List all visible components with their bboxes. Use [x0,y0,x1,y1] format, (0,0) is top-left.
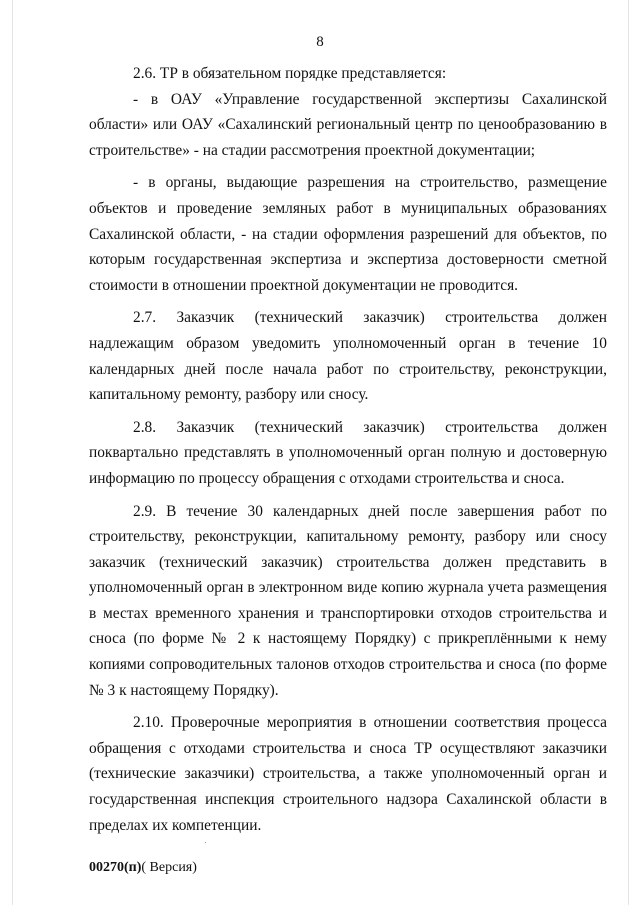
document-version: ( Версия) [141,860,197,875]
paragraph-2-6: 2.6. ТР в обязательном порядке представляется: [133,65,447,82]
page-number: 8 [316,34,324,50]
document-code: 00270(п) [89,860,142,875]
paragraph-2-10: 2.10. Проверочные мероприятия в отношении соответствия процесса обращения с отходами строительства и сноса ТР осуществляют заказчики (технические заказчики) строительства, а также уполномоченный орган и государственная инспекция строительного надзора Сахалинской области в пределах их компетенции. [89,714,607,834]
scan-edge-left [12,0,13,905]
document-body [89,61,607,838]
paragraph-2-6-item-1: - в ОАУ «Управление государственной экспертизы Сахалинской области» или ОАУ «Сахалинский региональный центр по ценообразованию в строительстве» - на стадии рассмотрения проектной документации; [89,90,607,159]
paragraph-2-8: 2.8. Заказчик (технический заказчик) строительства должен поквартально представлять в уполномоченный орган полную и достоверную информацию по процессу обращения с отходами строительства и сноса. [89,418,607,487]
document-footer [89,860,197,876]
scan-edge-right [628,0,629,905]
scan-speck [205,842,206,843]
paragraph-2-7: 2.7. Заказчик (технический заказчик) строительства должен надлежащим образом уведомить уполномоченный орган в течение 10 календарных дней после начала работ по строительству, реконструкции, капитальному ремонту, разбору или сносу. [89,309,607,404]
paragraph-2-9: 2.9. В течение 30 календарных дней после завершения работ по строительству, реконструкции, капитальному ремонту, разбору или сносу заказчик (технический заказчик) строительства должен представить в уполномоченный орган в электронном виде копию журнала учета размещения в местах временного хранения и транспортировки отходов строительства и сноса (по форме № 2 к настоящему Порядку) с прикреплёнными к нему копиями сопроводительных талонов отходов строительства и сноса (по форме № 3 к настоящему Порядку). [89,502,607,699]
paragraph-2-6-item-2: - в органы, выдающие разрешения на строительство, размещение объектов и проведение земляных работ в муниципальных образованиях Сахалинской области, - на стадии оформления разрешений для объектов, по которым государственная экспертиза и экспертиза достоверности сметной стоимости в отношении проектной документации не проводится. [89,174,607,294]
